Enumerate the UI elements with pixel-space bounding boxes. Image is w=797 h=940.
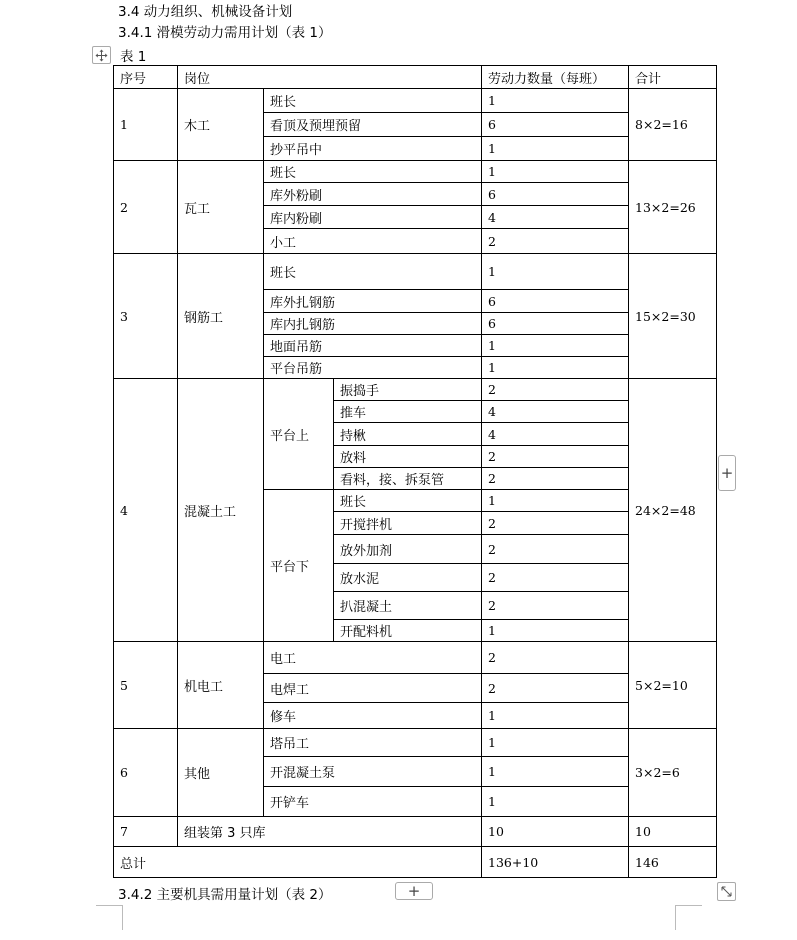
post-cell: 混凝土工 [178, 379, 264, 642]
table-row [114, 817, 717, 847]
count-cell: 4 [482, 206, 629, 229]
role-cell: 开配料机 [334, 620, 482, 642]
count-cell: 4 [482, 401, 629, 423]
role-cell: 库外粉刷 [264, 183, 482, 206]
role-cell: 班长 [264, 254, 482, 290]
role-cell: 看料，接、拆泵管 [334, 468, 482, 490]
role-cell: 平台吊筋 [264, 357, 482, 379]
count-cell: 6 [482, 183, 629, 206]
page-corner-mark [96, 905, 123, 930]
table-row [114, 729, 717, 757]
seq-cell: 2 [114, 161, 178, 254]
add-column-button[interactable] [718, 455, 736, 491]
role-cell: 抄平吊中 [264, 137, 482, 161]
subsection-heading: 3.4.1 滑模劳动力需用计划（表 1） [118, 25, 332, 41]
count-cell: 6 [482, 313, 629, 335]
post-cell: 钢筋工 [178, 254, 264, 379]
add-row-button[interactable] [395, 882, 433, 900]
count-cell: 2 [482, 674, 629, 703]
role-cell: 塔吊工 [264, 729, 482, 757]
plus-icon: + [720, 463, 734, 482]
role-cell: 班长 [334, 490, 482, 512]
table-row [114, 379, 717, 401]
total-cell: 5×2=10 [629, 642, 717, 729]
seq-cell: 7 [114, 817, 178, 847]
total-cell: 3×2=6 [629, 729, 717, 817]
count-cell: 6 [482, 290, 629, 313]
table-move-handle[interactable] [92, 46, 111, 64]
section-heading: 3.4 动力组织、机械设备计划 [118, 4, 293, 20]
next-subsection-heading: 3.4.2 主要机具需用量计划（表 2） [118, 887, 332, 903]
post-cell: 木工 [178, 89, 264, 161]
role-cell: 电焊工 [264, 674, 482, 703]
role-cell: 持楸 [334, 423, 482, 446]
count-cell: 2 [482, 535, 629, 564]
count-cell: 1 [482, 620, 629, 642]
table-caption: 表 1 [120, 49, 147, 65]
grand-total-count: 136+10 [482, 847, 629, 878]
role-cell: 振捣手 [334, 379, 482, 401]
post-cell: 瓦工 [178, 161, 264, 254]
count-cell: 1 [482, 335, 629, 357]
total-cell: 8×2=16 [629, 89, 717, 161]
subgroup-cell: 平台下 [264, 490, 334, 642]
table-row [114, 89, 717, 113]
total-cell: 10 [629, 817, 717, 847]
count-cell: 2 [482, 379, 629, 401]
count-cell: 2 [482, 468, 629, 490]
role-cell: 推车 [334, 401, 482, 423]
table-row [114, 161, 717, 183]
move-arrows-icon [95, 49, 108, 62]
count-cell: 2 [482, 564, 629, 592]
plus-icon: + [407, 881, 421, 900]
role-cell: 库外扎钢筋 [264, 290, 482, 313]
resize-diagonal-icon [721, 886, 732, 897]
count-cell: 1 [482, 89, 629, 113]
table-row [114, 254, 717, 290]
post-cell: 组装第 3 只库 [178, 817, 482, 847]
post-cell: 其他 [178, 729, 264, 817]
role-cell: 放外加剂 [334, 535, 482, 564]
role-cell: 班长 [264, 161, 482, 183]
count-cell: 1 [482, 490, 629, 512]
role-cell: 电工 [264, 642, 482, 674]
labor-plan-table [113, 65, 717, 878]
header-total: 合计 [629, 66, 717, 89]
header-workers: 劳动力数量（每班） [482, 66, 629, 89]
seq-cell: 1 [114, 89, 178, 161]
role-cell: 修车 [264, 703, 482, 729]
role-cell: 开混凝土泵 [264, 757, 482, 787]
count-cell: 10 [482, 817, 629, 847]
seq-cell: 6 [114, 729, 178, 817]
count-cell: 2 [482, 642, 629, 674]
seq-cell: 4 [114, 379, 178, 642]
count-cell: 4 [482, 423, 629, 446]
count-cell: 6 [482, 113, 629, 137]
grand-total-row [114, 847, 717, 878]
role-cell: 放料 [334, 446, 482, 468]
role-cell: 地面吊筋 [264, 335, 482, 357]
header-seq: 序号 [114, 66, 178, 89]
table-row [114, 642, 717, 674]
count-cell: 1 [482, 787, 629, 817]
role-cell: 看顶及预埋预留 [264, 113, 482, 137]
total-cell: 24×2=48 [629, 379, 717, 642]
total-cell: 15×2=30 [629, 254, 717, 379]
subgroup-cell: 平台上 [264, 379, 334, 490]
table-resize-handle[interactable] [717, 882, 736, 901]
page-corner-mark [675, 905, 702, 930]
seq-cell: 5 [114, 642, 178, 729]
role-cell: 开搅拌机 [334, 512, 482, 535]
role-cell: 小工 [264, 229, 482, 254]
count-cell: 2 [482, 592, 629, 620]
post-cell: 机电工 [178, 642, 264, 729]
header-post: 岗位 [178, 66, 482, 89]
table-header-row [114, 66, 717, 89]
count-cell: 1 [482, 357, 629, 379]
count-cell: 2 [482, 512, 629, 535]
total-cell: 13×2=26 [629, 161, 717, 254]
grand-total-value: 146 [629, 847, 717, 878]
role-cell: 班长 [264, 89, 482, 113]
grand-total-label: 总计 [114, 847, 482, 878]
role-cell: 库内粉刷 [264, 206, 482, 229]
count-cell: 1 [482, 729, 629, 757]
count-cell: 2 [482, 446, 629, 468]
role-cell: 开铲车 [264, 787, 482, 817]
count-cell: 1 [482, 254, 629, 290]
role-cell: 放水泥 [334, 564, 482, 592]
role-cell: 库内扎钢筋 [264, 313, 482, 335]
count-cell: 1 [482, 703, 629, 729]
role-cell: 扒混凝土 [334, 592, 482, 620]
seq-cell: 3 [114, 254, 178, 379]
count-cell: 1 [482, 137, 629, 161]
count-cell: 2 [482, 229, 629, 254]
count-cell: 1 [482, 757, 629, 787]
count-cell: 1 [482, 161, 629, 183]
